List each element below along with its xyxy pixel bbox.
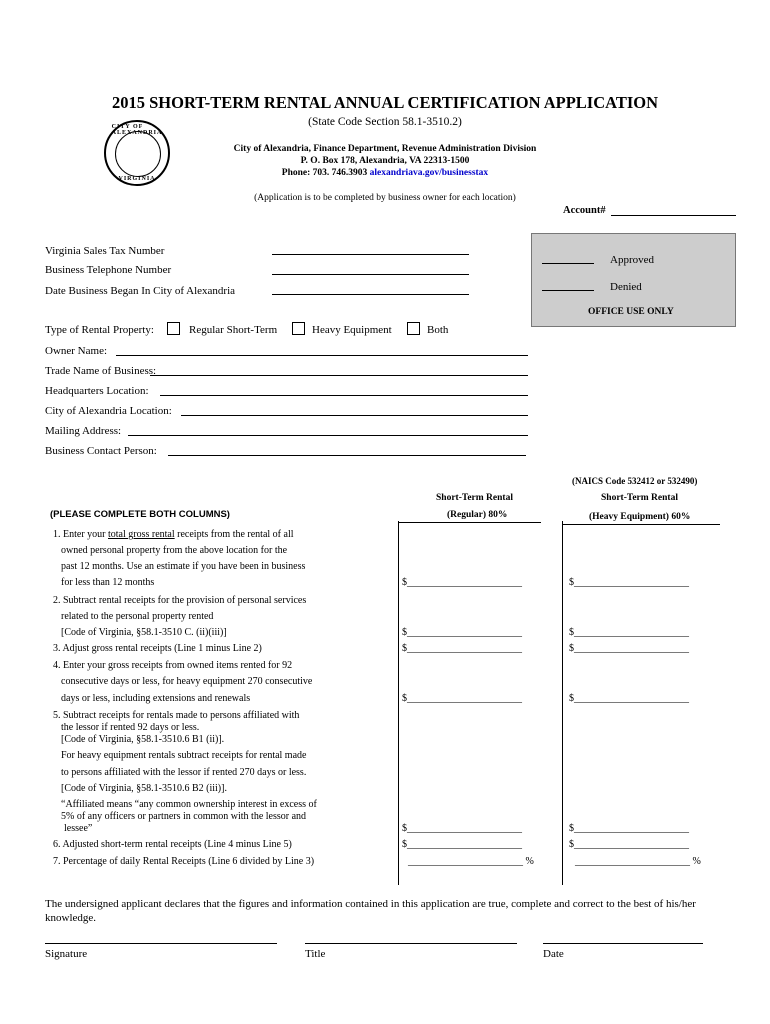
seal-top-text: CITY OF ALEXANDRIA bbox=[111, 124, 163, 136]
line4-text: 4. Enter your gross receipts from owned items rented for 92 bbox=[53, 660, 293, 671]
line5-text-9: lessee” bbox=[64, 823, 93, 834]
signature-field[interactable] bbox=[45, 943, 277, 944]
line4-text-3: days or less, including extensions and renewals bbox=[61, 693, 251, 704]
line3-col1-amount[interactable]: $_______________________ bbox=[402, 643, 522, 654]
date-field[interactable] bbox=[543, 943, 703, 944]
contact-line bbox=[0, 169, 770, 179]
both-label: Both bbox=[427, 324, 449, 336]
declaration-text: The undersigned applicant declares that the figures and information contained in this application are true, complete and correct to the best of his/her knowledge. bbox=[45, 898, 696, 924]
trade-name-label: Trade Name of Business: bbox=[45, 365, 157, 377]
line3-col2-amount[interactable]: $_______________________ bbox=[569, 643, 689, 654]
naics-code: (NAICS Code 532412 or 532490) bbox=[572, 476, 698, 486]
col1-title: Short-Term Rental bbox=[436, 493, 513, 503]
property-type-label: Type of Rental Property: bbox=[45, 324, 154, 336]
line1-text bbox=[53, 530, 294, 540]
denied-field bbox=[542, 290, 594, 291]
line6-col2-amount[interactable]: $_______________________ bbox=[569, 839, 689, 850]
instruction-note: (Application is to be completed by business owner for each location) bbox=[254, 193, 516, 203]
column-divider-left bbox=[398, 521, 399, 885]
line5-col2-amount[interactable]: $_______________________ bbox=[569, 823, 689, 834]
headquarters-input[interactable] bbox=[160, 395, 528, 396]
line1-col1-amount[interactable]: $_______________________ bbox=[402, 577, 522, 588]
complete-both-note: (PLEASE COMPLETE BOTH COLUMNS) bbox=[50, 509, 230, 520]
line5-text-5: to persons affiliated with the lessor if rented 270 days or less. bbox=[61, 767, 307, 778]
line5-text-3: [Code of Virginia, §58.1-3510.6 B1 (ii)]. bbox=[61, 734, 225, 745]
denied-label: Denied bbox=[610, 281, 642, 293]
contact-person-label: Business Contact Person: bbox=[45, 445, 157, 457]
city-location-input[interactable] bbox=[181, 415, 528, 416]
line4-col1-amount[interactable]: $_______________________ bbox=[402, 693, 522, 704]
regular-label: Regular Short-Term bbox=[189, 324, 278, 336]
owner-name-input[interactable] bbox=[116, 355, 528, 356]
signature-label: Signature bbox=[45, 948, 88, 960]
headquarters-label: Headquarters Location: bbox=[45, 385, 149, 397]
account-field[interactable] bbox=[611, 215, 736, 216]
title-field[interactable] bbox=[305, 943, 517, 944]
telephone-label: Business Telephone Number bbox=[45, 264, 172, 276]
line2-text-2: related to the personal property rented bbox=[61, 611, 214, 622]
line5-text-6: [Code of Virginia, §58.1-3510.6 B2 (iii)]. bbox=[61, 783, 227, 794]
line1-text-3: past 12 months. Use an estimate if you have been in business bbox=[61, 561, 306, 572]
col1-subtitle: (Regular) 80% bbox=[447, 510, 508, 520]
approved-field bbox=[542, 263, 594, 264]
address: P. O. Box 178, Alexandria, VA 22313-1500 bbox=[300, 156, 470, 166]
col2-title: Short-Term Rental bbox=[601, 493, 678, 503]
line5-text-8: 5% of any officers or partners in common with the lessor and bbox=[61, 811, 307, 822]
mailing-address-input[interactable] bbox=[128, 435, 528, 436]
trade-name-input[interactable] bbox=[150, 375, 528, 376]
line1-col2-amount[interactable]: $_______________________ bbox=[569, 577, 689, 588]
phone-number: Phone: 703. 746.3903 bbox=[281, 168, 368, 178]
line5-text-7: “Affiliated means “any common ownership interest in excess of bbox=[61, 799, 317, 810]
line7-col1-percent[interactable]: _______________________ % bbox=[408, 856, 534, 867]
line1-emphasis: total gross rental bbox=[108, 529, 175, 540]
website-link[interactable]: alexandriava.gov/businesstax bbox=[369, 168, 489, 178]
line1-prefix: 1. Enter your bbox=[53, 529, 106, 540]
title-label: Title bbox=[305, 948, 326, 960]
line3-text: 3. Adjust gross rental receipts (Line 1 minus Line 2) bbox=[53, 643, 262, 654]
sales-tax-label: Virginia Sales Tax Number bbox=[45, 245, 165, 257]
line7-text: 7. Percentage of daily Rental Receipts (Line 6 divided by Line 3) bbox=[53, 856, 315, 867]
seal-bottom-text: VIRGINIA bbox=[118, 176, 156, 182]
line5-text-2: the lessor if rented 92 days or less. bbox=[61, 722, 200, 733]
office-use-label: OFFICE USE ONLY bbox=[588, 307, 674, 317]
mailing-address-label: Mailing Address: bbox=[45, 425, 122, 437]
date-began-label: Date Business Began In City of Alexandria bbox=[45, 285, 236, 297]
line1-text-4: for less than 12 months bbox=[61, 577, 155, 588]
line2-text-3: [Code of Virginia, §58.1-3510 C. (ii)(iii)] bbox=[61, 627, 227, 638]
line6-text: 6. Adjusted short-term rental receipts (Line 4 minus Line 5) bbox=[53, 839, 292, 850]
line6-col1-amount[interactable]: $_______________________ bbox=[402, 839, 522, 850]
office-use-box bbox=[531, 233, 736, 327]
line1-text-2: owned personal property from the above location for the bbox=[61, 545, 288, 556]
line5-text: 5. Subtract receipts for rentals made to persons affiliated with bbox=[53, 710, 300, 721]
col2-header-rule bbox=[562, 524, 720, 525]
owner-name-label: Owner Name: bbox=[45, 345, 108, 357]
telephone-input[interactable] bbox=[272, 274, 469, 275]
line1-suffix: receipts from the rental of all bbox=[174, 529, 294, 540]
line2-col1-amount[interactable]: $_______________________ bbox=[402, 627, 522, 638]
col2-subtitle: (Heavy Equipment) 60% bbox=[589, 512, 691, 522]
city-location-label: City of Alexandria Location: bbox=[45, 405, 172, 417]
heavy-equipment-label: Heavy Equipment bbox=[312, 324, 392, 336]
date-began-input[interactable] bbox=[272, 294, 469, 295]
contact-person-input[interactable] bbox=[168, 455, 526, 456]
line2-col2-amount[interactable]: $_______________________ bbox=[569, 627, 689, 638]
regular-checkbox[interactable] bbox=[167, 322, 180, 335]
department: City of Alexandria, Finance Department, Revenue Administration Division bbox=[233, 144, 537, 154]
line5-text-4: For heavy equipment rentals subtract receipts for rental made bbox=[61, 750, 307, 761]
heavy-equipment-checkbox[interactable] bbox=[292, 322, 305, 335]
line4-text-2: consecutive days or less, for heavy equipment 270 consecutive bbox=[61, 676, 313, 687]
approved-label: Approved bbox=[610, 254, 654, 266]
account-label: Account# bbox=[563, 205, 606, 216]
line2-text: 2. Subtract rental receipts for the provision of personal services bbox=[53, 595, 307, 606]
sales-tax-input[interactable] bbox=[272, 254, 469, 255]
page-title: 2015 SHORT-TERM RENTAL ANNUAL CERTIFICATION APPLICATION bbox=[111, 93, 659, 112]
line5-col1-amount[interactable]: $_______________________ bbox=[402, 823, 522, 834]
column-divider-right bbox=[562, 521, 563, 885]
both-checkbox[interactable] bbox=[407, 322, 420, 335]
date-label: Date bbox=[543, 948, 564, 960]
col1-header-rule bbox=[398, 522, 541, 523]
page-subtitle: (State Code Section 58.1-3510.2) bbox=[308, 116, 462, 128]
line7-col2-percent[interactable]: _______________________ % bbox=[575, 856, 701, 867]
line4-col2-amount[interactable]: $_______________________ bbox=[569, 693, 689, 704]
